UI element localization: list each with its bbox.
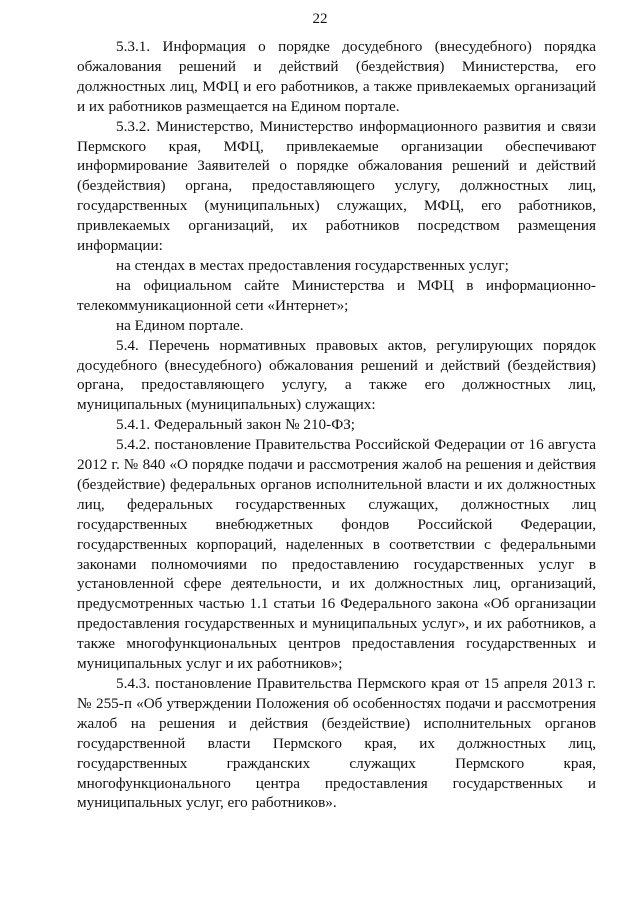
- document-body: [77, 37, 596, 813]
- paragraph-5-3-1: 5.3.1. Информация о порядке досудебного (внесудебного) порядка обжалования решений и действий (бездействия) Министерства, его должностных лиц, МФЦ и его работников, а также привлекаемых организаций и их работников размещается на Едином портале.: [77, 38, 596, 115]
- paragraph-5-4-3: 5.4.3. постановление Правительства Пермского края от 15 апреля 2013 г. № 255-п «Об утверждении Положения об особенностях подачи и рассмотрения жалоб на решения и действия (бездействие) исполнительных органов государственной власти Пермского края, их должностных лиц, государственных гражданских служащих Пермского края, многофункционального центра предоставления государственных и муниципальных услуг, его работников».: [77, 675, 596, 812]
- paragraph-official-site: на официальном сайте Министерства и МФЦ в информационно-телекоммуникационной сети «Интернет»;: [77, 276, 596, 314]
- page-number: 22: [312, 11, 328, 27]
- paragraph-5-4: 5.4. Перечень нормативных правовых актов, регулирующих порядок досудебного (внесудебного) обжалования решений и действий (бездействия) органа, предоставляющего услугу, а также его должностных лиц, муниципальных (муниципальных) служащих:: [77, 336, 596, 414]
- paragraph-stands: на стендах в местах предоставления государственных услуг;: [116, 256, 509, 274]
- paragraph-single-portal: на Едином портале.: [116, 316, 244, 334]
- paragraph-5-4-2: 5.4.2. постановление Правительства Российской Федерации от 16 августа 2012 г. № 840 «О порядке подачи и рассмотрения жалоб на решения и действия (бездействие) федеральных органов исполнительной власти и их должностных лиц, федеральных государственных служащих, должностных лиц государственных внебюджетных фондов Российской Федерации, государственных корпораций, наделенных в соответствии с федеральными законами полномочиями по предоставлению государственных услуг в установленной сфере деятельности, и их должностных лиц, организаций, предусмотренных частью 1.1 статьи 16 Федерального закона «Об организации предоставления государственных и муниципальных услуг», и их работников, а также многофункциональных центров предоставления государственных и муниципальных услуг и их работников»;: [77, 436, 596, 673]
- paragraph-5-4-1: 5.4.1. Федеральный закон № 210-ФЗ;: [116, 416, 356, 434]
- paragraph-5-3-2: 5.3.2. Министерство, Министерство информационного развития и связи Пермского края, МФЦ, привлекаемые организации обеспечивают информирование Заявителей о порядке обжалования решений и действий (бездействия) органа, предоставляющего услугу, должностных лиц, государственных (муниципальных) служащих, МФЦ, его работников, привлекаемых организаций, их работников посредством размещения информации:: [77, 117, 596, 255]
